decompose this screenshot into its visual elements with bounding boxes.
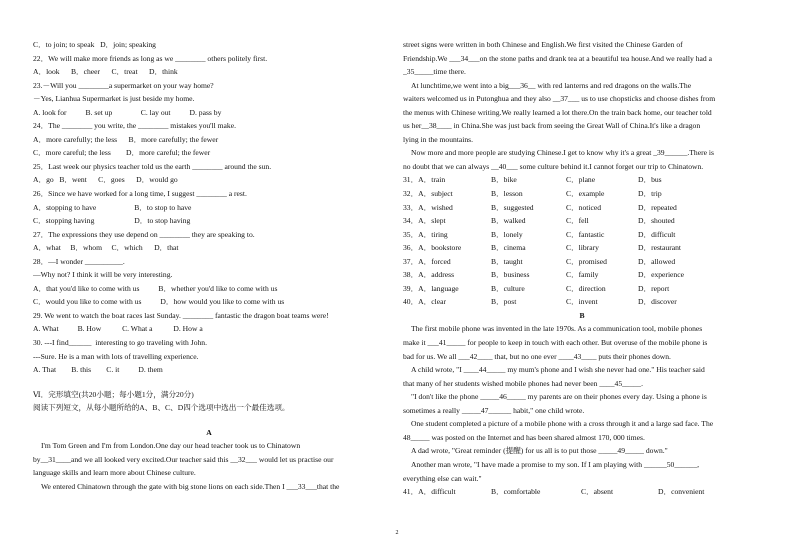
option: B．cinema (491, 243, 526, 253)
text-line: A. That B. this C. it D. them (33, 365, 163, 375)
text-line: C．stopping having D．to stop having (33, 216, 191, 226)
option: B．lonely (491, 229, 523, 239)
option: 39．A．language (403, 283, 459, 293)
option-row (403, 255, 761, 269)
option-row (403, 485, 761, 499)
option: C．promised (566, 256, 607, 266)
text-line: "I don't like the phone _____46_____ my parents are on their phones every day. Using a phone is (411, 392, 707, 402)
option: B．business (491, 270, 530, 280)
option: B．lesson (491, 189, 523, 199)
text-line: C．to join; to speak D．join; speaking (33, 40, 156, 49)
text-line: A．that you'd like to come with us B．whether you'd like to come with us (33, 283, 278, 293)
text-line: 27．The expressions they use depend on ________ they are speaking to. (33, 229, 255, 239)
text-line: A. look for B. set up C. lay out D. pass by (33, 107, 222, 117)
option: D．bus (638, 175, 662, 185)
text-line: language skills and learn more about Chinese culture. (33, 468, 196, 478)
cloze-options (403, 173, 761, 308)
option-row (403, 282, 761, 296)
text-line: 29. We went to watch the boat races last Sunday. ________ fantastic the dragon boat teams were! (33, 310, 329, 320)
option: 34．A．slept (403, 216, 446, 226)
text-line: A child wrote, "I ____44_____ my mum's phone and I wish she never had one." His teacher said (411, 365, 705, 375)
text-line: C．more careful; the less D．more careful; the fewer (33, 148, 211, 158)
text-line: make it ___41_____ for people to keep in touch with each other. But overuse of the mobile phone is (403, 338, 708, 348)
option: C．fell (566, 216, 589, 226)
option: D．repeated (638, 202, 677, 212)
text-line: us her__38____ in China.She was just back from seeing the Great Wall of China.It's like a dragon (403, 121, 701, 131)
option-row (403, 187, 761, 201)
text-line: I'm Tom Green and I'm from London.One day our head teacher took us to Chinatown (41, 441, 301, 451)
text-line: Friendship.We ___34___on the stone paths and drank tea at a beautiful tea house.And we really had a (403, 53, 712, 63)
option-row (403, 295, 761, 309)
text-line: Now more and more people are studying Chinese.I get to know why it's a great _39______.There is (411, 148, 714, 158)
option: 41．A．difficult (403, 487, 456, 497)
option-row (403, 201, 761, 215)
option: D．difficult (638, 229, 676, 239)
option: D．shouted (638, 216, 675, 226)
option: B．culture (491, 283, 525, 293)
text-line: －Yes, Lianhua Supermarket is just beside my home. (33, 94, 195, 104)
text-line: 28．—I wonder __________. (33, 256, 125, 266)
text-line: street signs were written in both Chinese and English.We first visited the Chinese Garden of (403, 40, 683, 49)
left-column (33, 38, 385, 494)
option: 40．A．clear (403, 297, 447, 307)
option: C．invent (566, 297, 598, 307)
option: B．taught (491, 256, 523, 266)
text-line: waiters welcomed us in Putonghua and they also __37___ us to use chopsticks and choose dishes from (403, 94, 716, 104)
text-line: C．would you like to come with us D．how would you like to come with us (33, 297, 285, 307)
text-line: 24．The ________ you write, the ________ mistakes you'll make. (33, 121, 236, 131)
text-line: by__31____and we all looked very excited.Our teacher said this __32___ would let us practise our (33, 454, 334, 464)
text-line: A dad wrote, "Great reminder (提醒) for us all is to put those _____49_____ down." (411, 446, 668, 456)
text-line: We entered Chinatown through the gate with big stone lions on each side.Then I ___33___that the (41, 481, 340, 491)
text-line: 25．Last week our physics teacher told us the earth ________ around the sun. (33, 161, 272, 171)
text-line: A．stopping to have B．to stop to have (33, 202, 192, 212)
option: B．comfortable (491, 487, 541, 497)
section-title: Ⅵ．完形填空(共20小题；每小题1分，满分20分) (33, 389, 194, 399)
text-line: The first mobile phone was invented in the late 1970s. As a communication tool, mobile phones (411, 324, 703, 334)
option: 31．A．train (403, 175, 446, 185)
text-line: 22．We will make more friends as long as we ________ others politely first. (33, 53, 268, 63)
option: C．example (566, 189, 605, 199)
option-row (403, 173, 761, 187)
option: D．convenient (658, 487, 705, 497)
text-line: Another man wrote, "I have made a promise to my son. If I am playing with ______50______, (411, 459, 700, 469)
text-line: 30. ---I find______ interesting to go traveling with John. (33, 338, 207, 348)
option: C．family (566, 270, 599, 280)
option: 33．A．wished (403, 202, 453, 212)
text-line: 26．Since we have worked for a long time, I suggest ________ a rest. (33, 189, 247, 199)
option: D．restaurant (638, 243, 682, 253)
text-line: _35_____time there. (403, 67, 466, 77)
text-line: sometimes a really _____47______ habit," one child wrote. (403, 405, 585, 415)
option: D．trip (638, 189, 662, 199)
text-line: A．look B．cheer C．treat D．think (33, 67, 178, 77)
option: 35．A．tiring (403, 229, 448, 239)
option: B．bike (491, 175, 517, 185)
option-row (403, 214, 761, 228)
text-line: —Why not? I think it will be very interesting. (33, 270, 173, 280)
option: 38．A．address (403, 270, 455, 280)
option-row (403, 228, 761, 242)
passage-heading: B (579, 310, 585, 320)
option-row (403, 241, 761, 255)
text-line: One student completed a picture of a mobile phone with a cross through it and a large sad face. The (411, 419, 714, 429)
option: C．direction (566, 283, 606, 293)
option: 32．A．subject (403, 189, 453, 199)
option: B．post (491, 297, 517, 307)
text-line: 23.－Will you ________a supermarket on your way home? (33, 80, 214, 90)
text-line: bad for us. We all ___42____ that, but no one ever ____43____ puts their phones down. (403, 351, 671, 361)
text-line: ---Sure. He is a man with lots of travelling experience. (33, 351, 199, 361)
option: C．noticed (566, 202, 602, 212)
option: B．walked (491, 216, 526, 226)
blank-line (33, 377, 385, 388)
option: D．discover (638, 297, 677, 307)
option: B．suggested (491, 202, 534, 212)
option-row (403, 268, 761, 282)
option: D．allowed (638, 256, 676, 266)
section-instructions: 阅读下列短文，从每小题所给的A、B、C、D四个选项中选出一个最佳选项。 (33, 403, 290, 413)
option: 37．A．forced (403, 256, 451, 266)
passage-heading: A (206, 427, 212, 437)
text-line: everything else can wait." (403, 473, 482, 483)
text-line: A．more carefully; the less B．more carefully; the fewer (33, 134, 219, 144)
text-line: A．what B．whom C．which D．that (33, 243, 179, 253)
text-line: no doubt that we can always __40___ some culture behind it.I cannot forget our trip to Chinatown. (403, 161, 704, 171)
right-column (403, 38, 761, 499)
option: C．plane (566, 175, 596, 185)
option: 36．A．bookstore (403, 243, 462, 253)
text-line: A．go B．went C．goes D．would go (33, 175, 178, 185)
text-line: lying in the mountains. (403, 134, 474, 144)
text-line: 48_____ was posted on the Internet and has been shared almost 170, 000 times. (403, 432, 645, 442)
option: C．absent (581, 487, 614, 497)
text-line: At lunchtime,we went into a big___36__ with red lanterns and red dragons on the walls.The (411, 80, 692, 90)
blank-line (33, 415, 385, 426)
text-line: that many of her students wished mobile phones had never been ____45_____. (403, 378, 643, 388)
option: C．fantastic (566, 229, 605, 239)
option: D．report (638, 283, 670, 293)
text-line: A. What B. How C. What a D. How a (33, 324, 203, 334)
text-line: the menus with Chinese writing.We really learned a lot there.On the train back home, our teacher told (403, 107, 712, 117)
page-number: 2 (395, 530, 399, 536)
option: C．library (566, 243, 599, 253)
option: D．experience (638, 270, 684, 280)
